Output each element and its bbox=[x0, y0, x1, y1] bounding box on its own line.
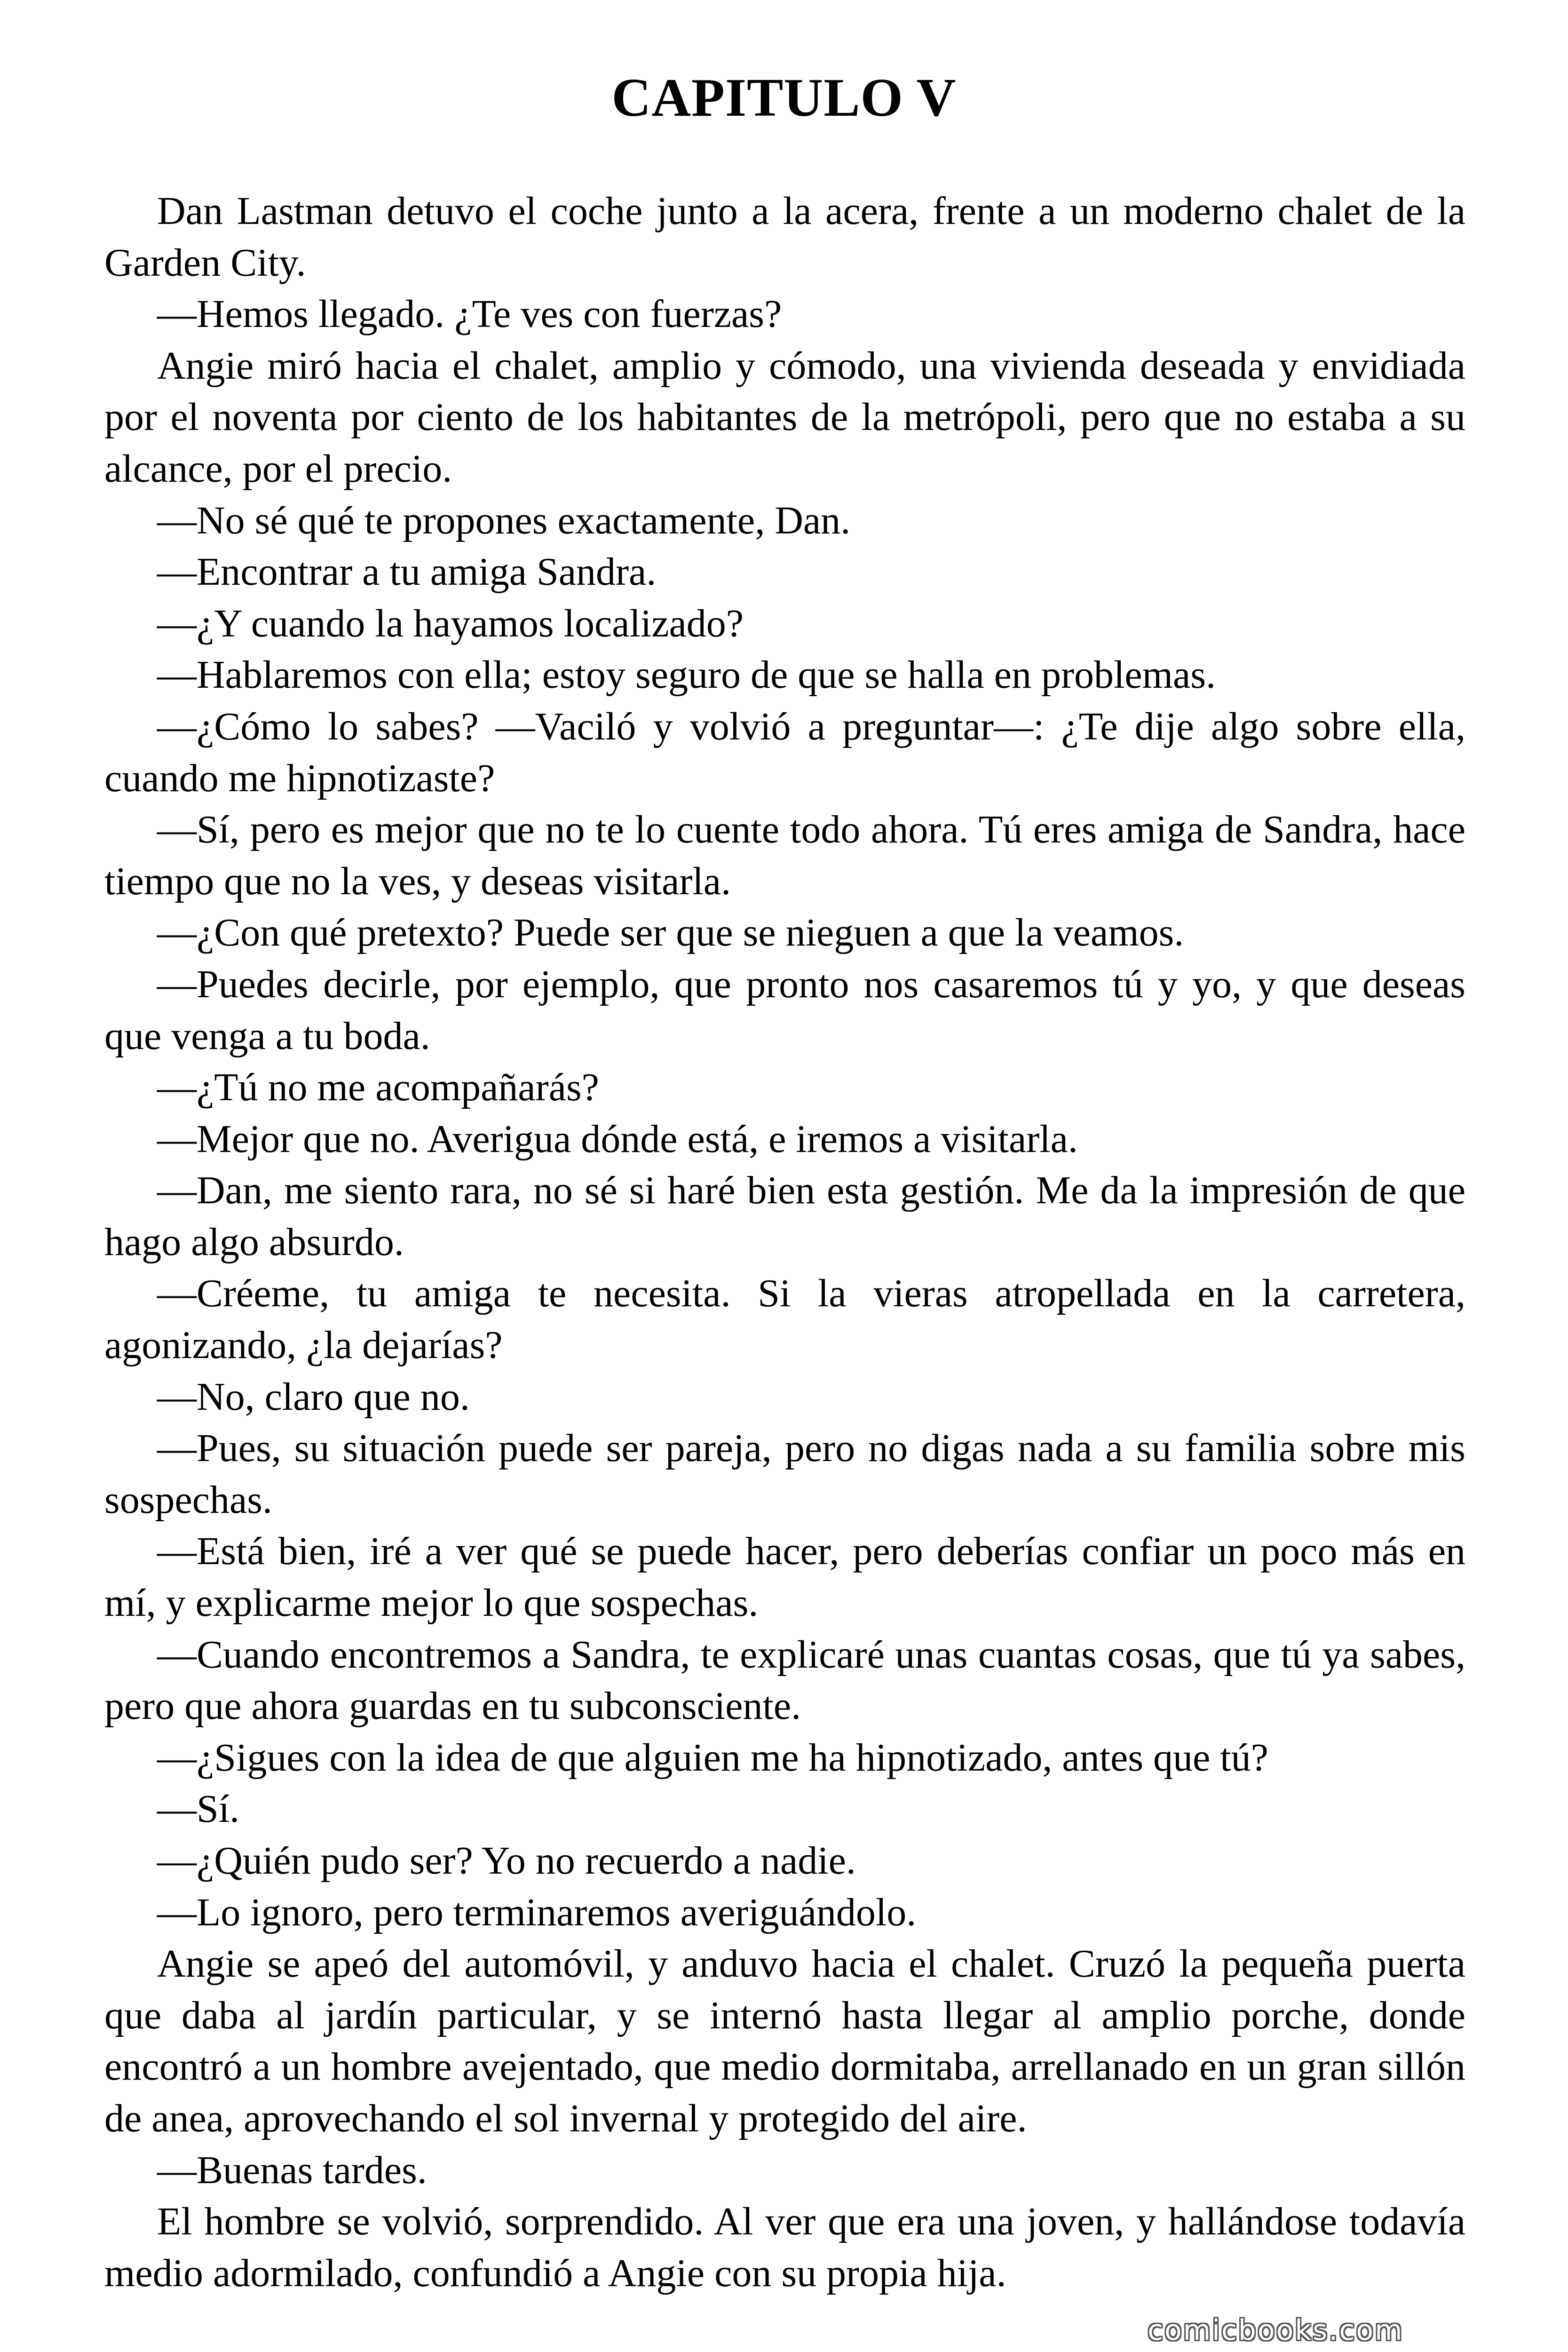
paragraph: —¿Quién pudo ser? Yo no recuerdo a nadie. bbox=[157, 1839, 856, 1883]
chapter-title: CAPITULO V bbox=[611, 68, 957, 128]
paragraph: —Hemos llegado. ¿Te ves con fuerzas? bbox=[157, 292, 782, 336]
paragraph: —No, claro que no. bbox=[157, 1375, 470, 1419]
paragraph: —¿Con qué pretexto? Puede ser que se nieguen a que la veamos. bbox=[157, 911, 1184, 955]
paragraph: —Dan, me siento rara, no sé si haré bien esta gestión. Me da la impresión de que hago algo absurdo. bbox=[104, 1168, 1465, 1264]
body-text bbox=[104, 185, 1465, 2299]
paragraph: —Hablaremos con ella; estoy seguro de que se halla en problemas. bbox=[157, 653, 1216, 697]
paragraph: —¿Tú no me acompañarás? bbox=[157, 1065, 599, 1110]
paragraph: —Está bien, iré a ver qué se puede hacer, pero deberías confiar un poco más en mí, y explicarme mejor lo que sospechas. bbox=[104, 1529, 1465, 1625]
paragraph: —Puedes decirle, por ejemplo, que pronto nos casaremos tú y yo, y que deseas que venga a tu boda. bbox=[104, 962, 1465, 1058]
paragraph: —Lo ignoro, pero terminaremos averiguándolo. bbox=[157, 1890, 917, 1934]
watermark: comicbooks.com bbox=[1148, 2314, 1404, 2347]
paragraph: —Mejor que no. Averigua dónde está, e iremos a visitarla. bbox=[157, 1117, 1078, 1161]
paragraph: —Sí, pero es mejor que no te lo cuente todo ahora. Tú eres amiga de Sandra, hace tiempo que no la ves, y deseas visitarla. bbox=[104, 808, 1465, 903]
paragraph: —Cuando encontremos a Sandra, te explicaré unas cuantas cosas, que tú ya sabes, pero que ahora guardas en tu subconsciente. bbox=[104, 1632, 1465, 1728]
paragraph: —¿Sigues con la idea de que alguien me ha hipnotizado, antes que tú? bbox=[157, 1735, 1268, 1780]
paragraph: Dan Lastman detuvo el coche junto a la acera, frente a un moderno chalet de la Garden City. bbox=[104, 189, 1465, 285]
paragraph: —Créeme, tu amiga te necesita. Si la vieras atropellada en la carretera, agonizando, ¿la dejarías? bbox=[104, 1271, 1465, 1367]
paragraph: —Encontrar a tu amiga Sandra. bbox=[157, 550, 657, 594]
paragraph: El hombre se volvió, sorprendido. Al ver que era una joven, y hallándose todavía medio adormilado, confundió a Angie con su propia hija. bbox=[104, 2200, 1465, 2295]
paragraph: —Sí. bbox=[157, 1787, 240, 1831]
paragraph: —Buenas tardes. bbox=[157, 2148, 427, 2192]
paragraph: Angie se apeó del automóvil, y anduvo hacia el chalet. Cruzó la pequeña puerta que daba al jardín particular, y se internó hasta llegar al amplio porche, donde encontró a un hombre avejentado, que medio dormitaba, arrellanado en un gran sillón de anea, aprovechando el sol invernal y protegido del aire. bbox=[104, 1942, 1465, 2140]
paragraph: —¿Y cuando la hayamos localizado? bbox=[157, 601, 744, 645]
paragraph: —¿Cómo lo sabes? —Vaciló y volvió a preguntar—: ¿Te dije algo sobre ella, cuando me hipnotizaste? bbox=[104, 704, 1465, 800]
paragraph: —Pues, su situación puede ser pareja, pero no digas nada a su familia sobre mis sospechas. bbox=[104, 1426, 1465, 1522]
paragraph: Angie miró hacia el chalet, amplio y cómodo, una vivienda deseada y envidiada por el noventa por ciento de los habitantes de la metrópoli, pero que no estaba a su alcance, por el precio. bbox=[104, 343, 1465, 491]
paragraph: —No sé qué te propones exactamente, Dan. bbox=[157, 498, 851, 542]
